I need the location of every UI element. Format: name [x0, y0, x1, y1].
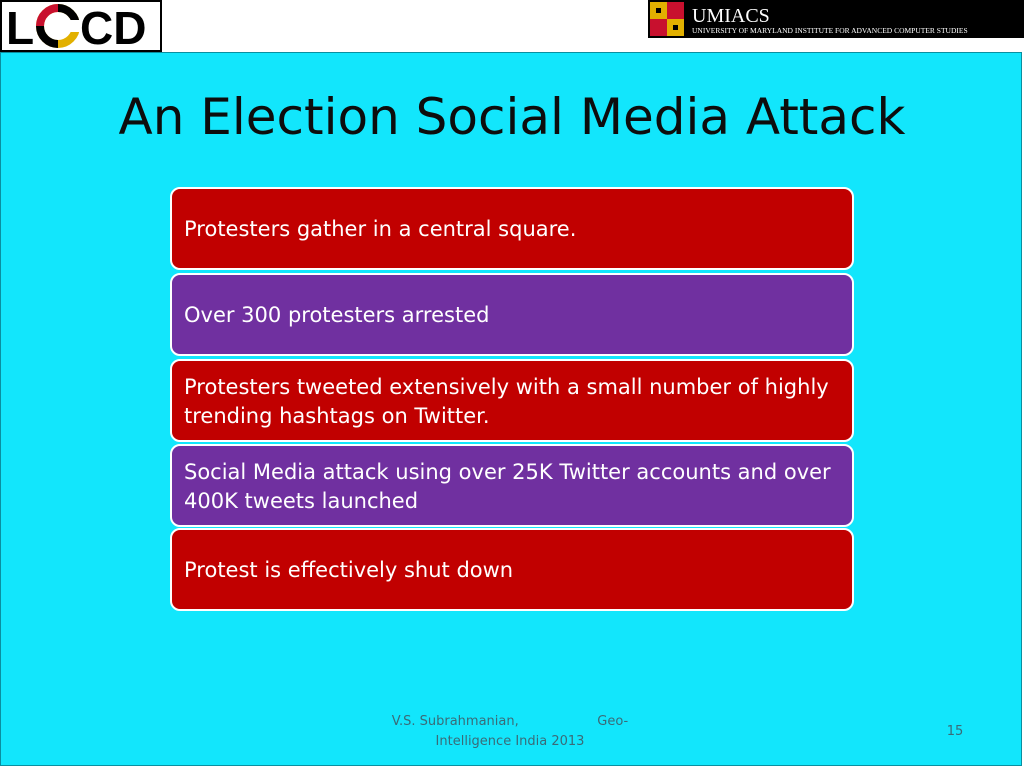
step-text-5: Protest is effectively shut down [184, 558, 514, 582]
lccd-logo-letter-l: L [6, 2, 35, 52]
lccd-logo-letters-cd: CD [80, 2, 147, 52]
step-text-2: Over 300 protesters arrested [184, 303, 490, 327]
step-box-2 [170, 273, 854, 356]
umiacs-subtitle: UNIVERSITY OF MARYLAND INSTITUTE FOR ADVANCED COMPUTER STUDIES [692, 26, 968, 35]
slide-title: An Election Social Media Attack [118, 88, 906, 146]
umd-shield-icon [650, 2, 684, 36]
page-number: 15 [946, 724, 964, 739]
umiacs-name: UMIACS [692, 5, 770, 27]
umiacs-logo [648, 0, 1024, 38]
step-box-4 [170, 444, 854, 527]
step-text-1: Protesters gather in a central square. [184, 217, 577, 241]
step-box-1 [170, 187, 854, 270]
footer-text [385, 712, 635, 752]
footer-line-1: V.S. Subrahmanian, Geo- [391, 714, 629, 729]
logo-strip [0, 0, 1024, 52]
step-box-5 [170, 528, 854, 611]
step-text-3: Protesters tweeted extensively with a small number of highly trending hashtags on Twitter. [184, 375, 829, 428]
footer-line-2: Intelligence India 2013 [435, 734, 585, 749]
lccd-logo [0, 0, 162, 52]
step-text-4: Social Media attack using over 25K Twitter accounts and over 400K tweets launched [184, 460, 831, 513]
step-box-3 [170, 359, 854, 442]
